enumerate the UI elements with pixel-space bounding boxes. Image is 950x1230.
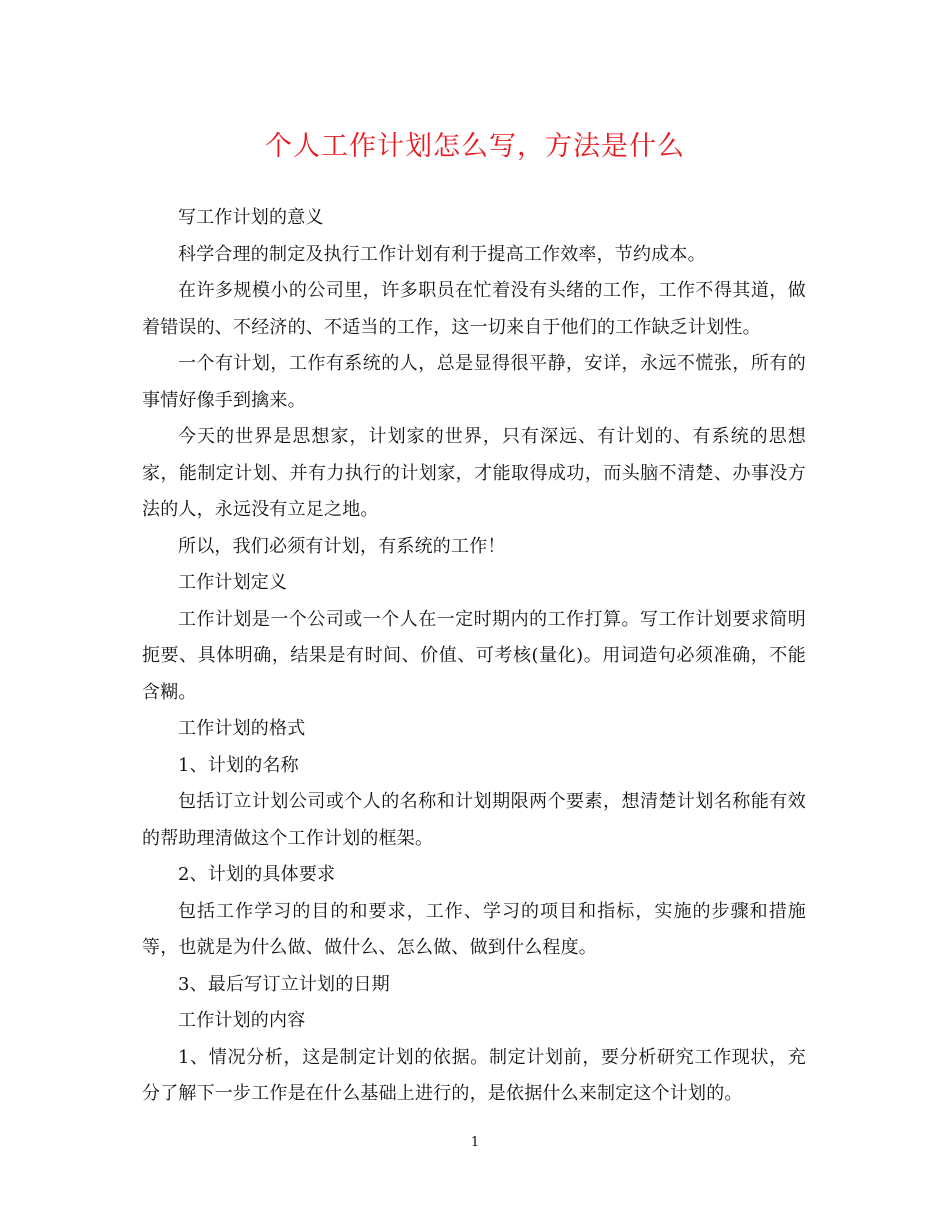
paragraph: 一个有计划，工作有系统的人，总是显得很平静，安详，永远不慌张，所有的事情好像手到擒来。 (142, 353, 806, 411)
paragraph: 包括工作学习的目的和要求，工作、学习的项目和指标，实施的步骤和措施等，也就是为什么做、做什么、怎么做、做到什么程度。 (142, 900, 806, 958)
paragraph: 所以，我们必须有计划，有系统的工作！ (178, 535, 506, 557)
list-item: 1、计划的名称 (178, 754, 299, 776)
paragraph-heading-content: 工作计划的内容 (178, 1010, 306, 1031)
list-item: 1、情况分析，这是制定计划的依据。制定计划前，要分析研究工作现状，充分了解下一步工作是在什么基础上进行的，是依据什么来制定这个计划的。 (142, 1046, 806, 1104)
paragraph-heading-significance: 写工作计划的意义 (178, 207, 324, 228)
paragraph-heading-format: 工作计划的格式 (178, 718, 306, 739)
list-item: 3、最后写订立计划的日期 (178, 973, 390, 995)
paragraph: 在许多规模小的公司里，许多职员在忙着没有头绪的工作，工作不得其道，做着错误的、不经济的、不适当的工作，这一切来自于他们的工作缺乏计划性。 (142, 280, 806, 338)
paragraph-heading-definition: 工作计划定义 (178, 572, 288, 593)
paragraph: 科学合理的制定及执行工作计划有利于提高工作效率，节约成本。 (178, 243, 706, 265)
document-body (142, 200, 806, 1113)
paragraph: 今天的世界是思想家，计划家的世界，只有深远、有计划的、有系统的思想家，能制定计划、并有力执行的计划家，才能取得成功，而头脑不清楚、办事没方法的人，永远没有立足之地。 (142, 426, 806, 520)
document-title: 个人工作计划怎么写，方法是什么 (265, 131, 685, 162)
paragraph: 包括订立计划公司或个人的名称和计划期限两个要素，想清楚计划名称能有效的帮助理清做这个工作计划的框架。 (142, 791, 806, 849)
page-number: 1 (470, 1135, 480, 1150)
list-item: 2、计划的具体要求 (178, 864, 336, 885)
paragraph: 工作计划是一个公司或一个人在一定时期内的工作打算。写工作计划要求简明扼要、具体明确，结果是有时间、价值、可考核(量化)。用词造句必须准确，不能含糊。 (142, 608, 806, 703)
